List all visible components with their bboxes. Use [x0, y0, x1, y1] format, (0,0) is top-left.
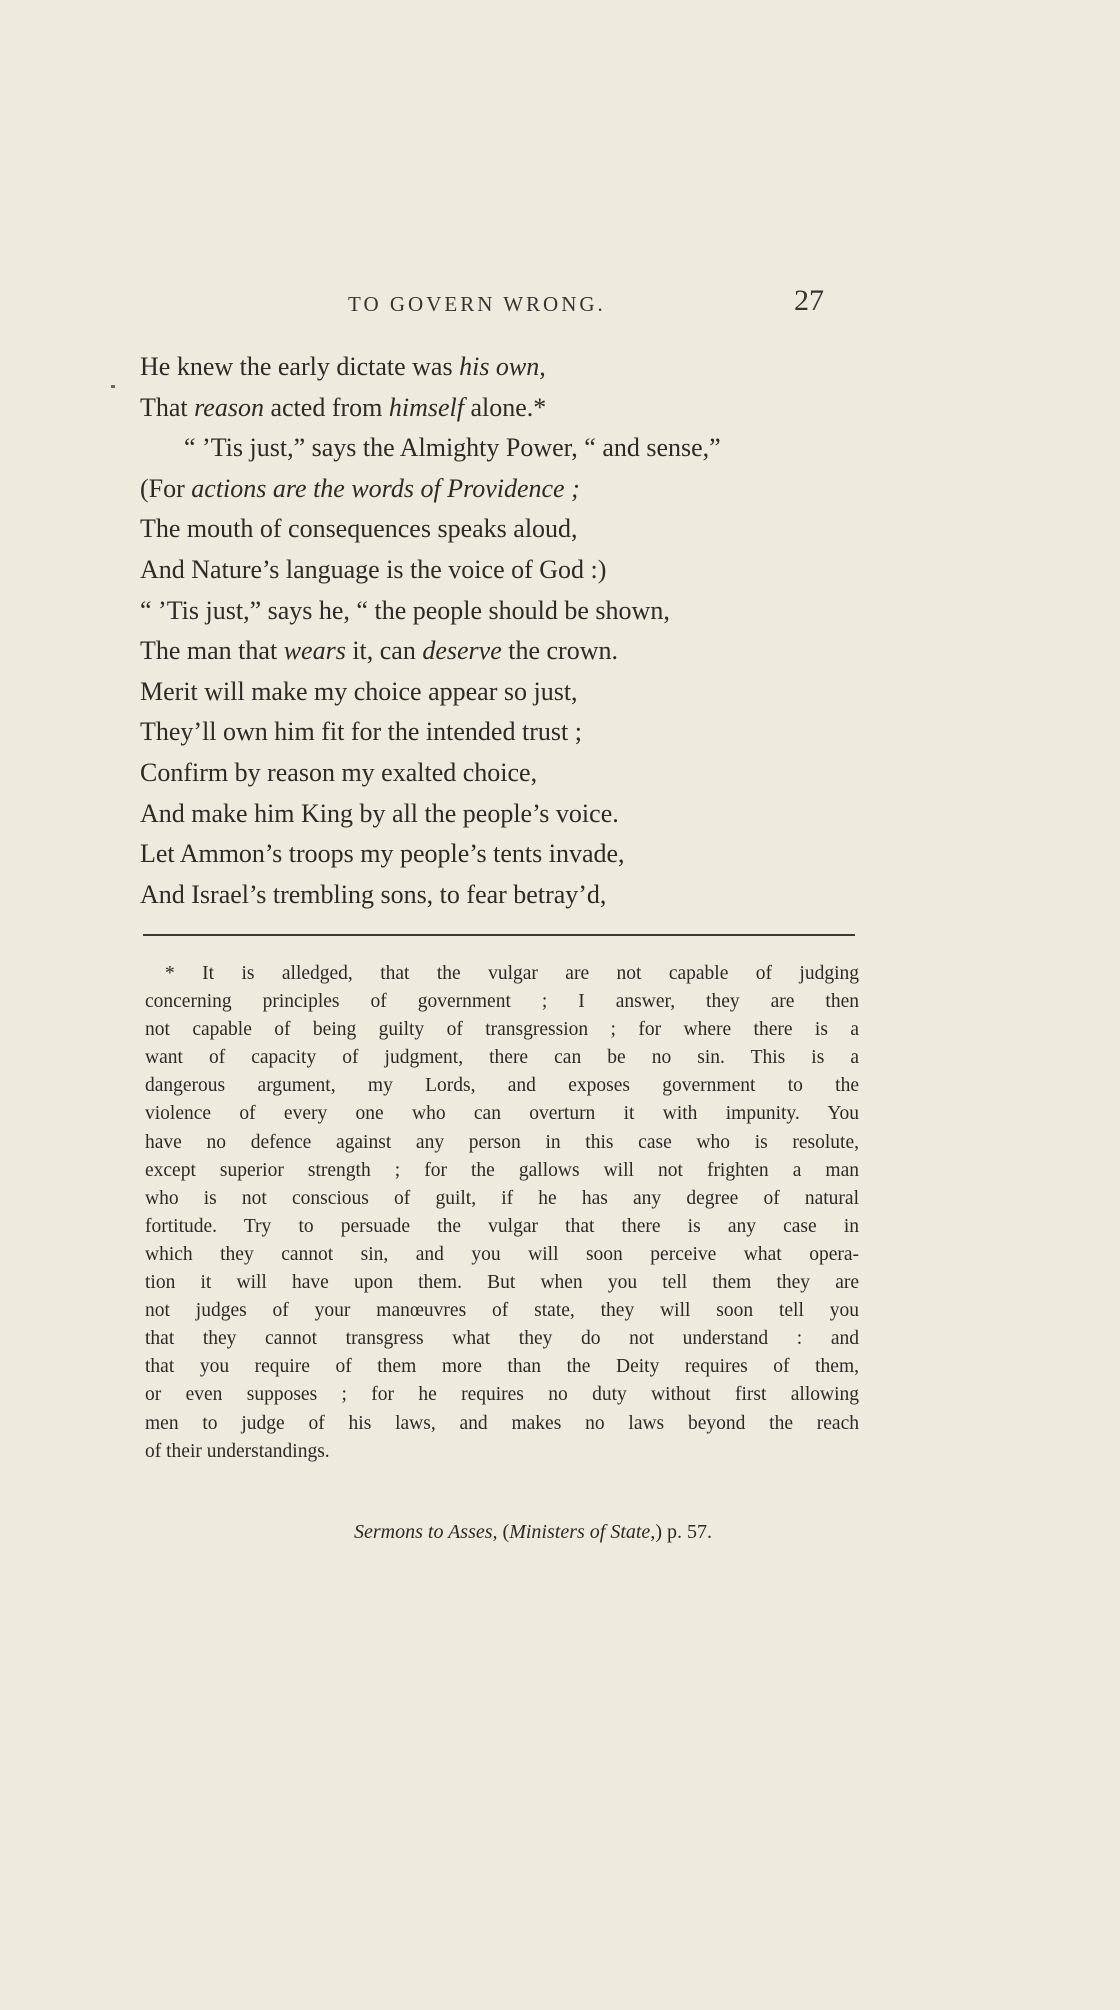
verse-text: And make him King by all the people’s voice. — [140, 798, 619, 828]
verse-line — [140, 875, 880, 916]
verse-text: And Nature’s language is the voice of God :) — [140, 554, 607, 584]
source-subtitle: Ministers of State, — [509, 1521, 656, 1543]
verse-text: the crown. — [501, 636, 618, 666]
verse-text: “ ’Tis just,” says the Almighty Power, “ and sense,” — [184, 433, 721, 463]
page-number: 27 — [794, 284, 824, 317]
poem-text — [140, 347, 880, 915]
verse-text: (For — [140, 473, 192, 503]
verse-italic: actions are the words of Providence ; — [191, 473, 580, 503]
footnote-line: concerning principles of government ; I answer, they are then — [145, 991, 859, 1013]
verse-text: The man that — [140, 636, 284, 666]
source-page-ref: ) p. 57. — [655, 1521, 712, 1543]
footnote-line: which they cannot sin, and you will soon perceive what opera- — [145, 1243, 859, 1265]
verse-italic: deserve — [422, 636, 502, 666]
footnote-line: men to judge of his laws, and makes no laws beyond the reach — [145, 1412, 859, 1434]
footnote-line: not capable of being guilty of transgression ; for where there is a — [145, 1019, 859, 1041]
verse-text: They’ll own him fit for the intended trust ; — [140, 717, 582, 747]
source-title: Sermons to Asses, — [354, 1521, 498, 1543]
verse-line — [140, 712, 880, 753]
verse-line — [140, 509, 880, 550]
footnote-line: * It is alledged, that the vulgar are not capable of judging — [165, 963, 859, 984]
verse-text: That — [140, 392, 195, 422]
verse-line — [140, 388, 880, 429]
footnote-line: dangerous argument, my Lords, and exposes government to the — [145, 1075, 859, 1097]
footnote-line: except superior strength ; for the gallows will not frighten a man — [145, 1159, 859, 1181]
verse-text: The mouth of consequences speaks aloud, — [140, 514, 578, 544]
footnote-line: fortitude. Try to persuade the vulgar that there is any case in — [145, 1215, 859, 1237]
source-paren-open: ( — [497, 1521, 510, 1543]
footnote-line: that they cannot transgress what they do not understand : and — [145, 1328, 859, 1350]
footnote-line: not judges of your manœuvres of state, they will soon tell you — [145, 1300, 859, 1322]
verse-italic: his own, — [459, 352, 546, 381]
footnote-line: or even supposes ; for he requires no duty without first allowing — [145, 1384, 859, 1406]
verse-line — [140, 672, 880, 713]
verse-line — [140, 469, 880, 510]
verse-text: And Israel’s trembling sons, to fear betray’d, — [140, 879, 607, 909]
verse-line — [140, 428, 880, 469]
footnote-source — [354, 1521, 712, 1544]
footnote-line: of their understandings. — [145, 1440, 330, 1462]
footnote-rule — [143, 934, 855, 936]
verse-italic: reason — [194, 392, 264, 422]
verse-text: He knew the early dictate was — [140, 352, 460, 381]
running-title: TO GOVERN WRONG. — [348, 292, 606, 316]
verse-text: Confirm by reason my exalted choice, — [140, 757, 538, 787]
footnote-line: want of capacity of judgment, there can be no sin. This is a — [145, 1047, 859, 1069]
running-head — [140, 284, 860, 328]
verse-text: acted from — [263, 392, 389, 422]
footnote-line: violence of every one who can overturn it with impunity. You — [145, 1103, 859, 1125]
verse-text: alone.* — [463, 392, 547, 422]
verse-line — [140, 347, 880, 388]
verse-text: it, can — [345, 636, 423, 666]
verse-text: Let Ammon’s troops my people’s tents invade, — [140, 839, 625, 869]
verse-italic: himself — [388, 392, 464, 422]
verse-text: Merit will make my choice appear so just, — [140, 676, 578, 706]
footnote — [145, 960, 859, 1466]
verse-italic: wears — [283, 636, 346, 666]
footnote-line: who is not conscious of guilt, if he has any degree of natural — [145, 1187, 859, 1209]
verse-line — [140, 631, 880, 672]
footnote-line: have no defence against any person in this case who is resolute, — [145, 1131, 859, 1153]
footnote-line: tion it will have upon them. But when you tell them they are — [145, 1272, 859, 1294]
verse-line — [140, 591, 880, 632]
verse-line — [140, 550, 880, 591]
verse-line — [140, 834, 880, 875]
footnote-line: that you require of them more than the Deity requires of them, — [145, 1356, 859, 1378]
verse-line — [140, 753, 880, 794]
verse-text: “ ’Tis just,” says he, “ the people should be shown, — [140, 595, 670, 625]
margin-mark — [111, 385, 115, 388]
verse-line — [140, 794, 880, 835]
